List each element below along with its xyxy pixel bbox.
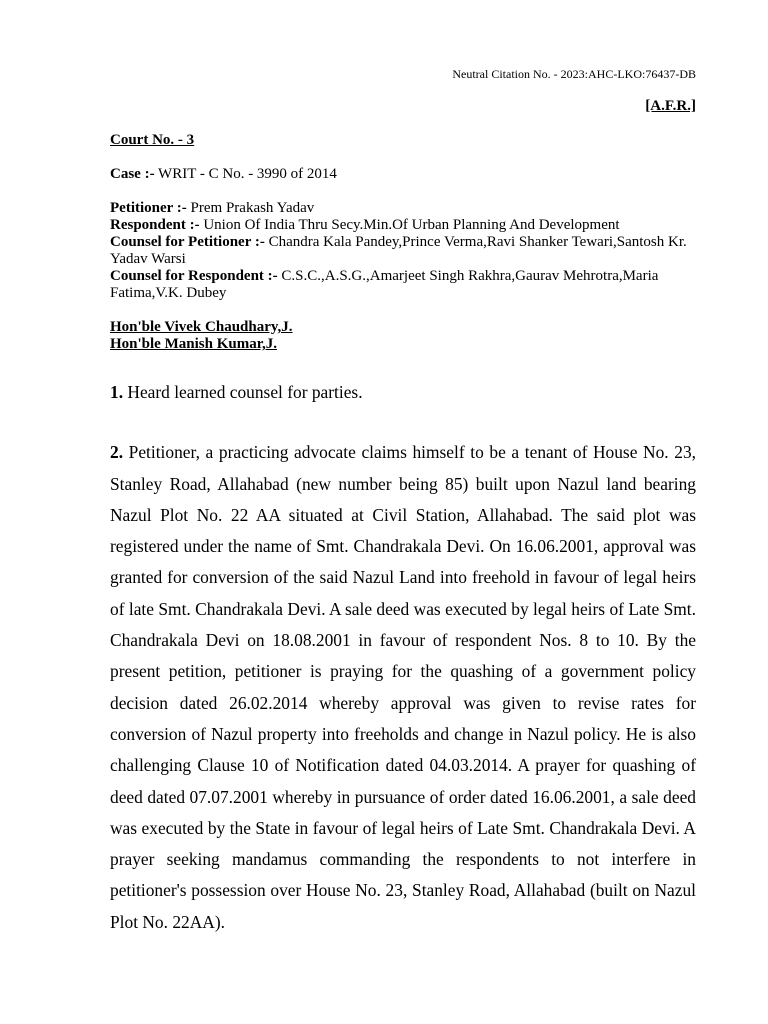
case-line (110, 166, 696, 183)
counsel-respondent-label: Counsel for Respondent :- (110, 268, 278, 284)
paragraph-text: Heard learned counsel for parties. (123, 382, 363, 402)
case-value: WRIT - C No. - 3990 of 2014 (154, 166, 337, 182)
counsel-petitioner-label: Counsel for Petitioner :- (110, 234, 265, 250)
afr-marker: [A.F.R.] (645, 98, 696, 114)
respondent-label: Respondent :- (110, 217, 200, 233)
judgment-body (110, 377, 696, 938)
paragraph-2 (110, 437, 696, 938)
petitioner-line (110, 200, 696, 217)
paragraph-1 (110, 377, 696, 408)
neutral-citation: Neutral Citation No. - 2023:AHC-LKO:76437-DB (452, 67, 696, 81)
paragraph-number: 2. (110, 442, 124, 463)
court-number: Court No. - 3 (110, 132, 195, 148)
petitioner-value: Prem Prakash Yadav (186, 200, 315, 216)
paragraph-number: 1. (110, 382, 124, 402)
respondent-value: Union Of India Thru Secy.Min.Of Urban Planning And Development (199, 217, 620, 233)
counsel-petitioner-line (110, 234, 696, 268)
case-label: Case :- (110, 166, 155, 182)
counsel-respondent-value: C.S.C.,A.S.G.,Amarjeet Singh Rakhra,Gaurav Mehrotra,Maria Fatima,V.K. Dubey (110, 268, 659, 301)
petitioner-label: Petitioner :- (110, 200, 187, 216)
judge-name: Hon'ble Vivek Chaudhary,J. (110, 319, 293, 335)
paragraph-text: Petitioner, a practicing advocate claims himself to be a tenant of House No. 23, Stanley Road, Allahabad (new number being 85) built upon Nazul land bearing Nazul Plot No. 22 AA situated at Civil Station, Allahabad. The said plot was registered under the name of Smt. Chandrakala Devi. On 16.06.2001, approval was granted for conversion of the said Nazul Land into freehold in favour of legal heirs of late Smt. Chandrakala Devi. A sale deed was executed by legal heirs of Late Smt. Chandrakala Devi on 18.08.2001 in favour of respondent Nos. 8 to 10. By the present petition, petitioner is praying for the quashing of a government policy decision dated 26.02.2014 whereby approval was given to revise rates for conversion of Nazul property into freeholds and change in Nazul policy. He is also challenging Clause 10 of Notification dated 04.03.2014. A prayer for quashing of deed dated 07.07.2001 whereby in pursuance of order dated 16.06.2001, a sale deed was executed by the State in favour of legal heirs of Late Smt. Chandrakala Devi. A prayer seeking mandamus commanding the respondents to not interfere in petitioner's possession over House No. 23, Stanley Road, Allahabad (built on Nazul Plot No. 22AA). (110, 442, 696, 932)
counsel-petitioner-value: Chandra Kala Pandey,Prince Verma,Ravi Shanker Tewari,Santosh Kr. Yadav Warsi (110, 234, 687, 267)
judge-name: Hon'ble Manish Kumar,J. (110, 336, 277, 352)
counsel-respondent-line (110, 268, 696, 302)
respondent-line (110, 217, 696, 234)
case-header (110, 132, 696, 353)
